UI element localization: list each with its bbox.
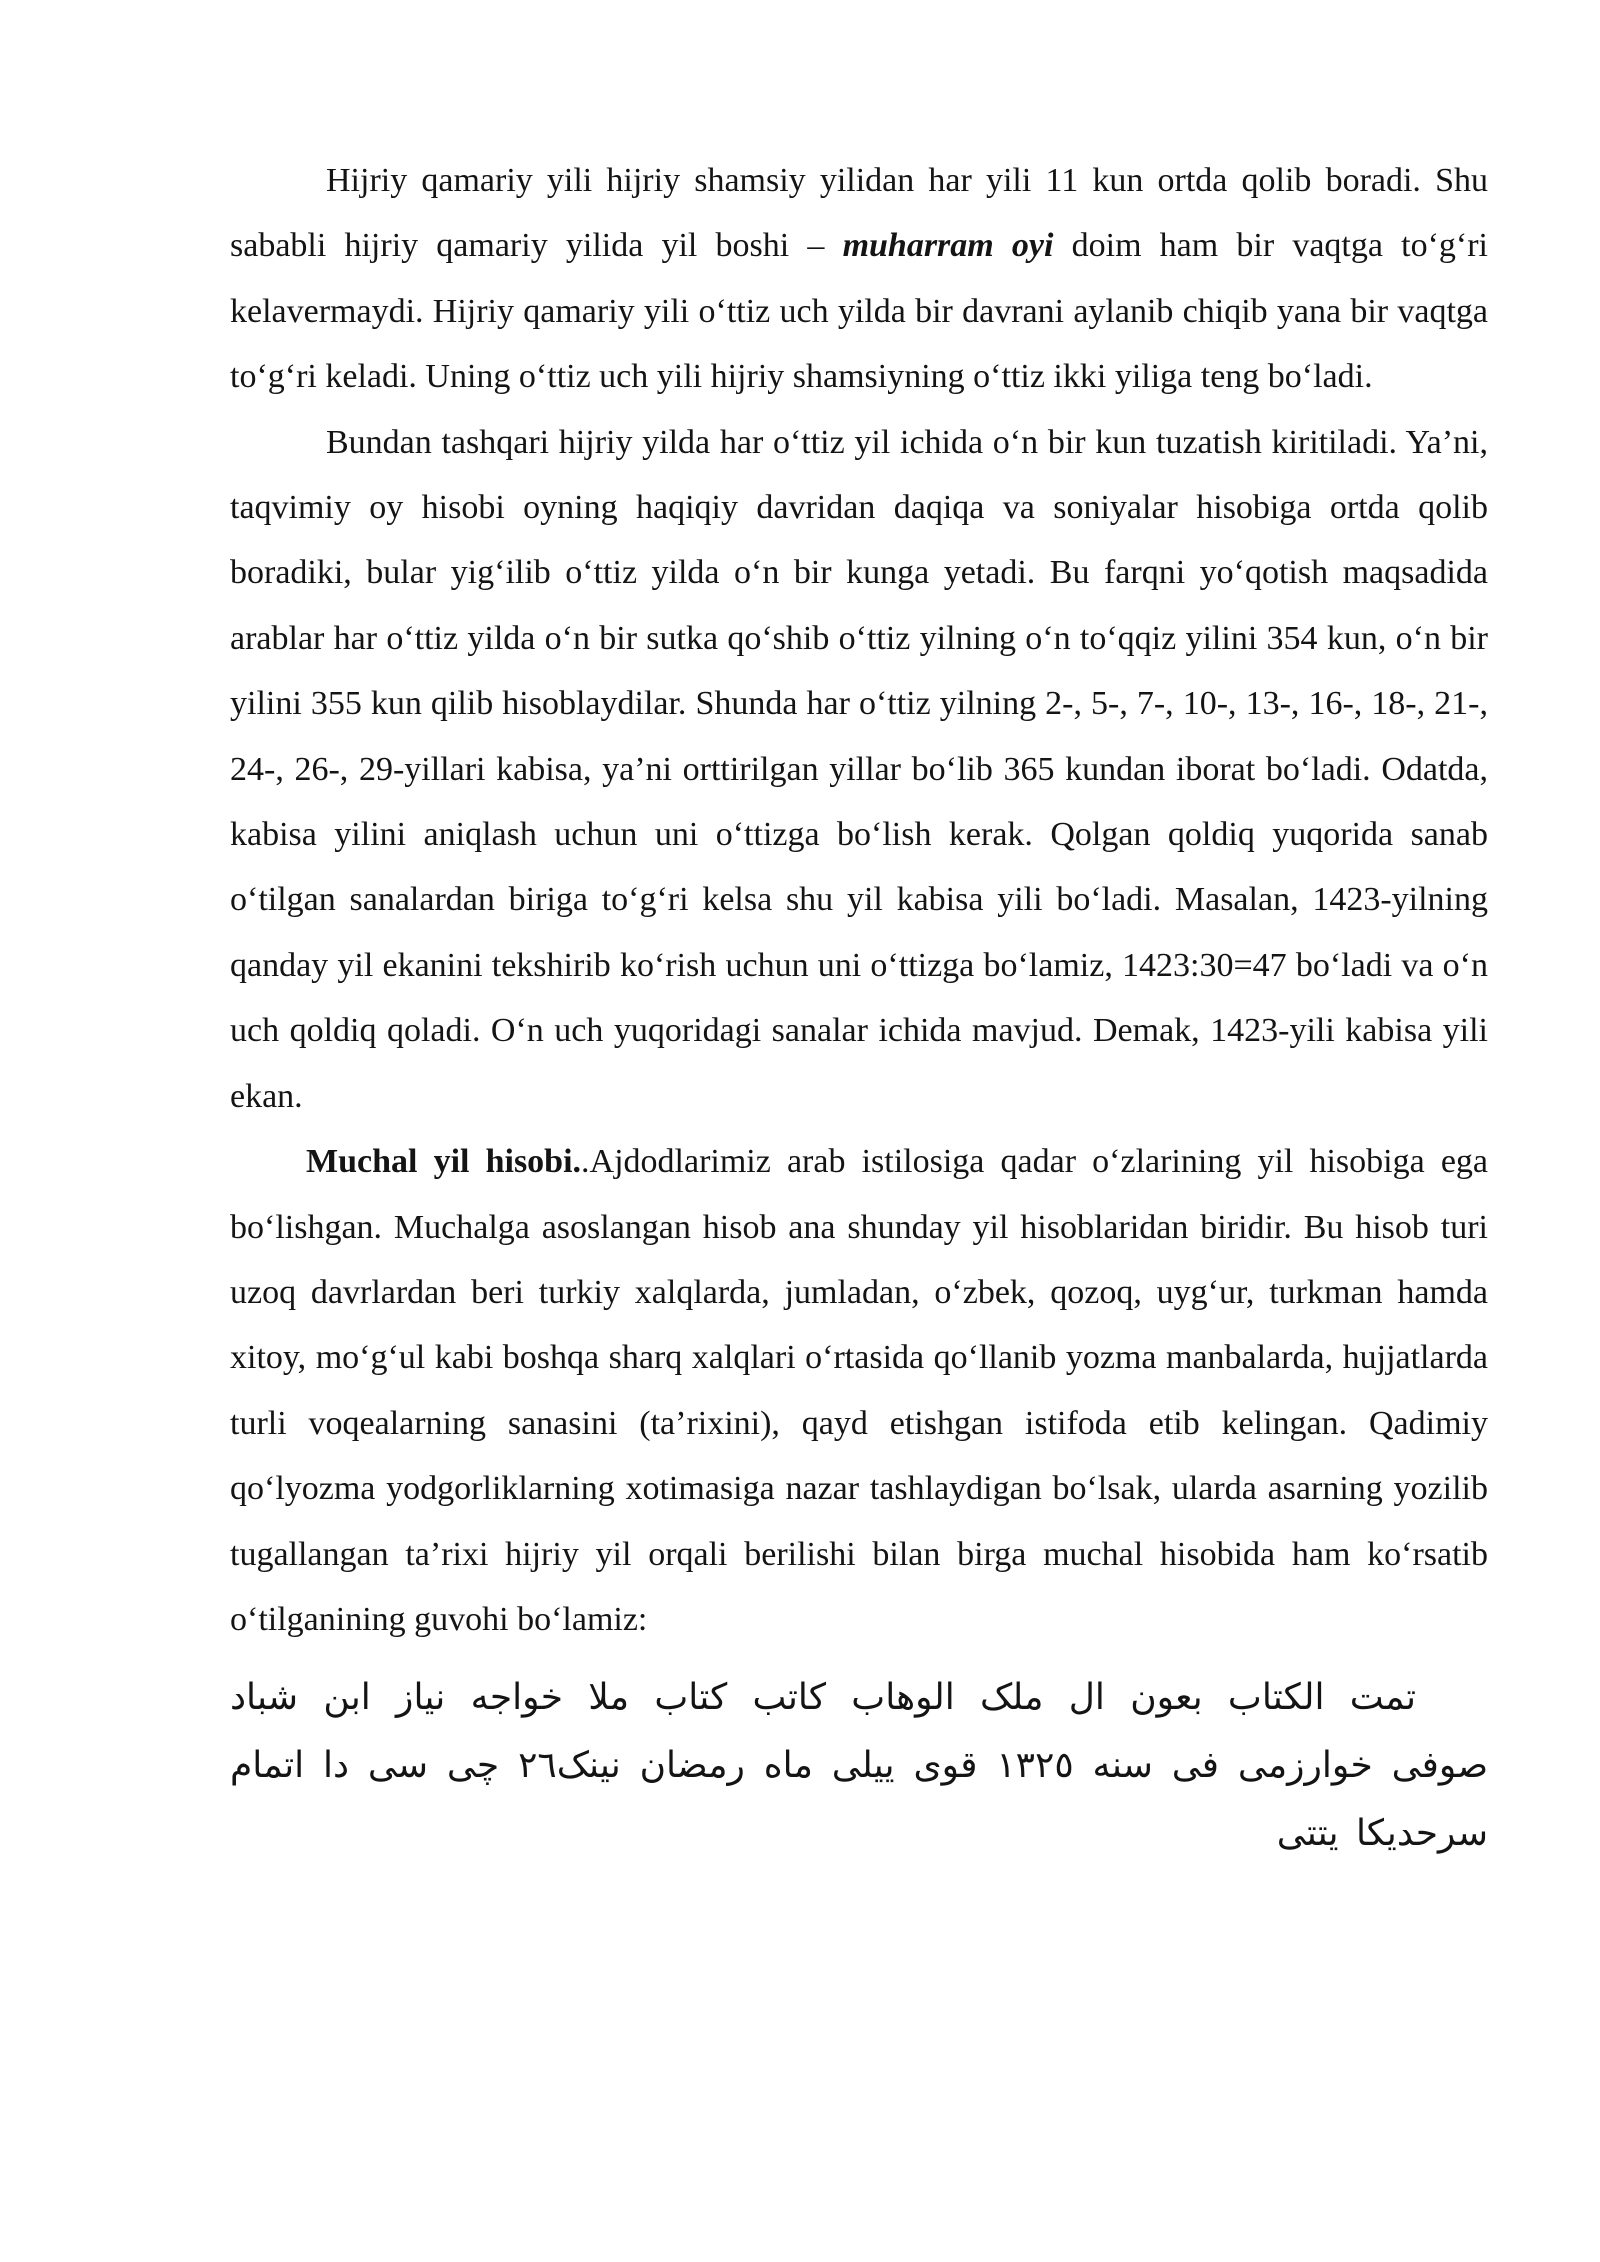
arabic-script-quote: تمت الکتاب بعون ال ملک الوهاب کاتب کتاب ملا خواجه نیاز ابن شباد صوفی خوارزمی فی سنه ١٣٢٥ قوی ییلی ماه رمضان نینک٢٦ چی سی دا اتمام سرحدیکا یتتی bbox=[230, 1677, 1489, 1855]
paragraph-hijri-lunar-year bbox=[230, 148, 1488, 410]
text-run: Hijriy qamariy yili hijriy shamsiy yilidan har yili 11 kun ortda qolib boradi. Shu sababli hijriy qamariy yilida yil boshi – bbox=[230, 162, 1488, 265]
section-title-muchal: Muchal yil hisobi. bbox=[306, 1143, 582, 1181]
paragraph-leap-year-correction bbox=[230, 410, 1488, 1129]
text-run: Bundan tashqari hijriy yilda har o‘ttiz yil ichida o‘n bir kun tuzatish kiritiladi. Ya’ni, taqvimiy oy hisobi oyning haqiqiy davridan daqiqa va soniyalar hisobiga ortda qolib boradiki, bular yig‘ilib o‘ttiz yilda o‘n bir kunga yetadi. Bu farqni yo‘qotish maqsadida arablar har o‘ttiz yilda o‘n bir sutka qo‘shib o‘ttiz yilning o‘n to‘qqiz yilini 354 kun, o‘n bir yilini 355 kun qilib hisoblaydilar. Shunda har o‘ttiz yilning 2-, 5-, 7-, 10-, 13-, 16-, 18-, 21-, 24-, 26-, 29-yillari kabisa, ya’ni orttirilgan yillar bo‘lib 365 kundan iborat bo‘ladi. Odatda, kabisa yilini aniqlash uchun uni o‘ttizga bo‘lish kerak. Qolgan qoldiq yuqorida sanab o‘tilgan sanalardan biriga to‘g‘ri kelsa shu yil kabisa yili bo‘ladi. Masalan, 1423-yilning qanday yil ekanini tekshirib ko‘rish uchun uni o‘ttizga bo‘lamiz, 1423:30=47 bo‘ladi va o‘n uch qoldiq qoladi. O‘n uch yuqoridagi sanalar ichida mavjud. Demak, 1423-yili kabisa yili ekan. bbox=[230, 423, 1488, 1115]
document-body bbox=[230, 148, 1488, 1868]
text-run: doim ham bir vaqtga to‘g‘ri kelavermaydi. Hijriy qamariy yili o‘ttiz uch yilda bir davrani aylanib chiqib yana bir vaqtga to‘g‘ri keladi. Uning o‘ttiz uch yili hijriy shamsiyning o‘ttiz ikki yiliga teng bo‘ladi. bbox=[230, 227, 1488, 396]
text-run: .Ajdodlarimiz arab istilosiga qadar o‘zlarining yil hisobiga ega bo‘lishgan. Muchalga asoslangan hisob ana shunday yil hisoblaridan biridir. Bu hisob turi uzoq davrlardan beri turkiy xalqlarda, jumladan, o‘zbek, qozoq, uyg‘ur, turkman hamda xitoy, mo‘g‘ul kabi boshqa sharq xalqlari o‘rtasida qo‘llanib yozma manbalarda, hujjatlarda turli voqealarning sanasini (ta’rixini), qayd etishgan istifoda etib kelingan. Qadimiy qo‘lyozma yodgorliklarning xotimasiga nazar tashlaydigan bo‘lsak, ularda asarning yozilib tugallangan ta’rixi hijriy yil orqali berilishi bilan birga muchal hisobida ham ko‘rsatib o‘tilganining guvohi bo‘lamiz: bbox=[230, 1143, 1488, 1638]
emphasis-muharram: muharram oyi bbox=[842, 227, 1054, 265]
paragraph-muchal-year bbox=[230, 1129, 1488, 1652]
